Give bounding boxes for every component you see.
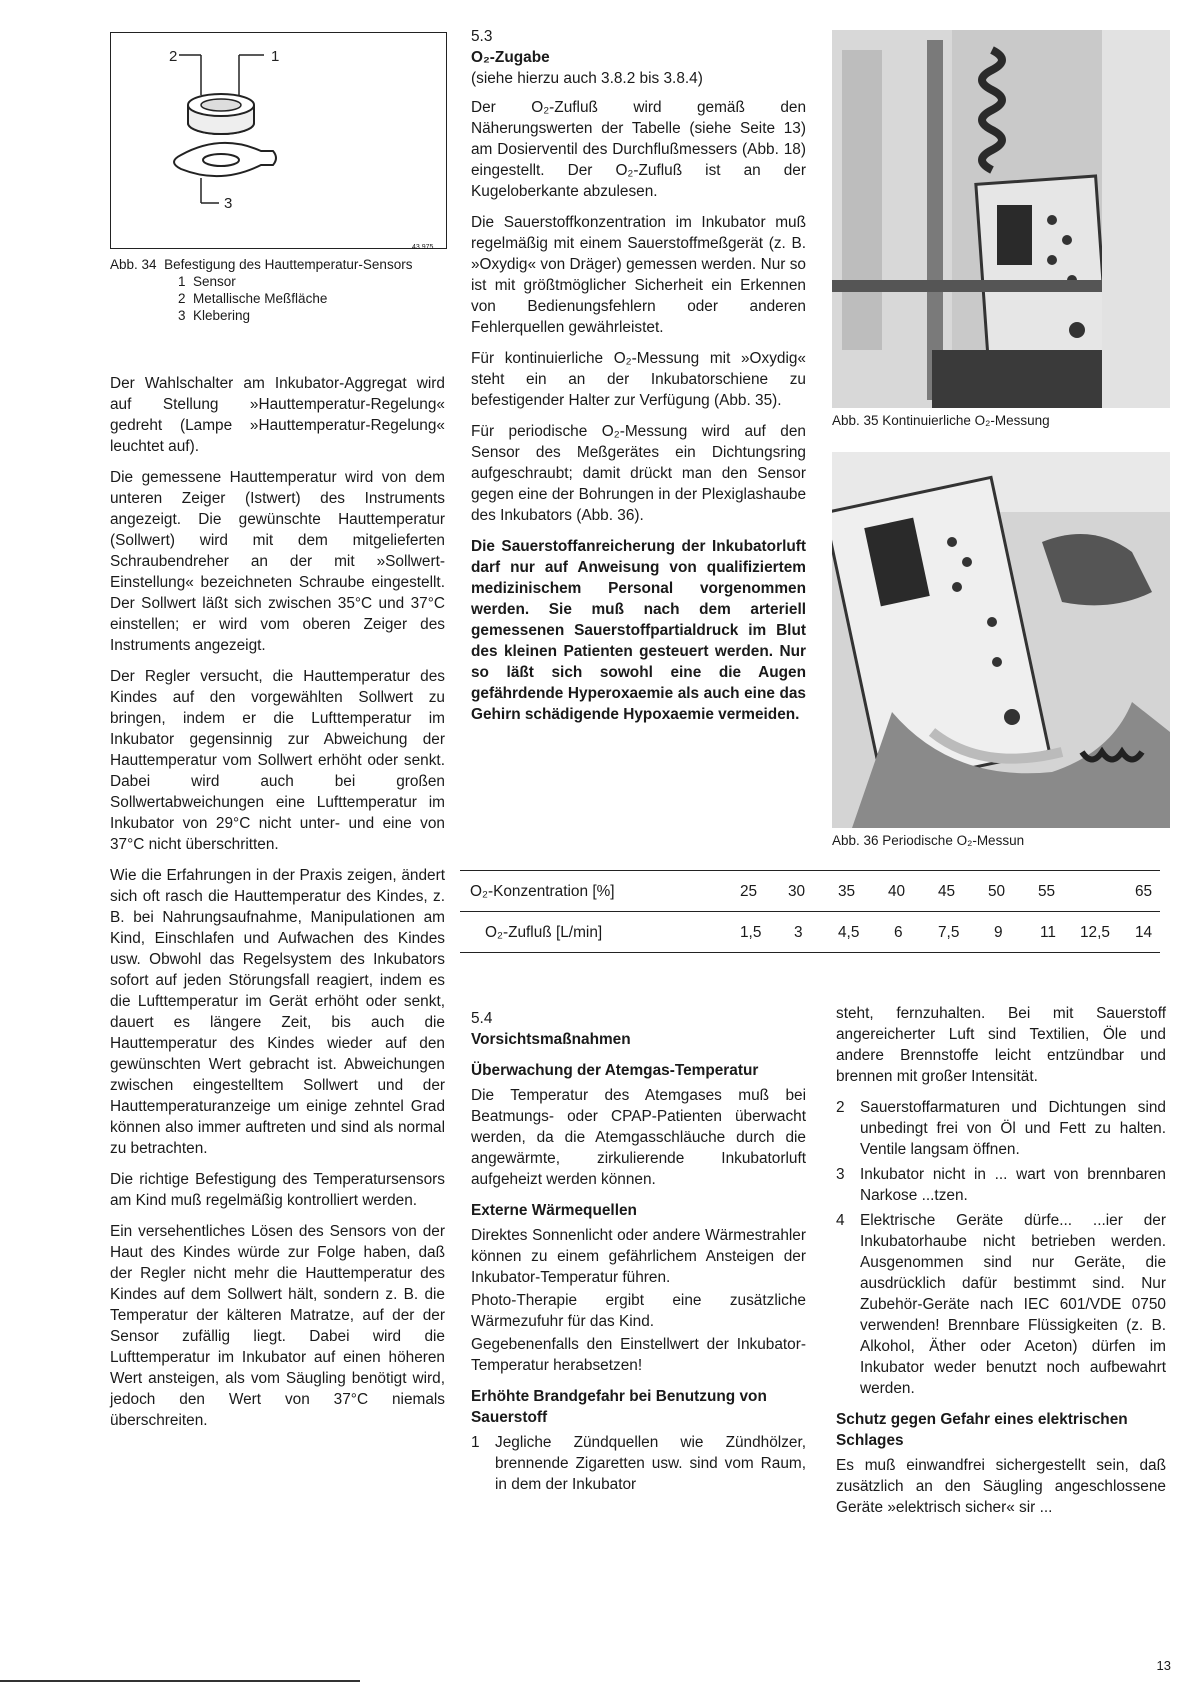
- list-item: 2 Sauerstoffarmaturen und Dichtungen sind unbedingt frei von Öl und Fett zu halten. Ventile langsam öffnen.: [836, 1099, 1166, 1158]
- caption-label: Abb. 34: [110, 257, 157, 272]
- table-cell: 45: [938, 883, 956, 900]
- figure-35-photo: [832, 30, 1170, 408]
- paragraph: Der O₂-Zufluß wird gemäß den Näherungswerten der Tabelle (siehe Seite 13) am Dosierventil des Durchflußmessers (Abb. 18) eingestellt. Der O₂-Zufluß ist an der Kugeloberkante abzulesen.: [471, 99, 806, 200]
- list-item: 1 Jegliche Zündquellen wie Zündhölzer, brennende Zigaretten usw. sind vom Raum, in dem der Inkubator: [471, 1434, 806, 1493]
- table-cell: 6: [894, 924, 903, 941]
- section-5-3: [471, 26, 806, 735]
- table-cell: 50: [988, 883, 1006, 900]
- numbered-list: [471, 1432, 806, 1495]
- legend-item: 1 Sensor: [178, 274, 236, 289]
- legend-item: 3 Klebering: [178, 308, 251, 323]
- paragraph: Die gemessene Hauttemperatur wird von dem unteren Zeiger (Istwert) des Instruments angezeigt. Die gewünschte Hauttemperatur (Sollwert) wird mit dem mitgelieferten Schraubendreher an der mit »Sollwert-Einstellung« bezeichneten Schraube eingestellt. Der Sollwert läßt sich zwischen 35°C und 37°C einstellen; er wird vom oberen Zeiger des Instruments angezeigt.: [110, 469, 445, 654]
- figure-34-caption: [110, 256, 440, 324]
- row-label: O₂-Zufluß [L/min]: [485, 924, 603, 941]
- subsection-title: Überwachung der Atemgas-Temperatur: [471, 1062, 759, 1079]
- table-cell: 14: [1135, 924, 1153, 941]
- callout-label-2: 2: [169, 48, 178, 65]
- list-item: 3 Inkubator nicht in ... wart von brennbaren Narkose ...tzen.: [836, 1166, 1166, 1204]
- table-cell: 40: [888, 883, 906, 900]
- numbered-list: [836, 1097, 1166, 1399]
- section-number: 5.4: [471, 1010, 493, 1027]
- footer-rule: [0, 1680, 360, 1682]
- paragraph: Es muß einwandfrei sichergestellt sein, daß zusätzlich an den Säugling angeschlossene Geräte »elektrisch sicher« sir ...: [836, 1457, 1166, 1516]
- table-cell: 4,5: [838, 924, 860, 941]
- table-cell: 3: [794, 924, 803, 941]
- table-cell: 7,5: [938, 924, 960, 941]
- sensor-diagram: [111, 33, 446, 248]
- o2-flow-table: [460, 870, 1160, 953]
- paragraph: Für kontinuierliche O₂-Messung mit »Oxydig« steht ein an der Inkubatorschiene zu befestigender Halter zur Verfügung (Abb. 35).: [471, 350, 806, 409]
- paragraph: Wie die Erfahrungen in der Praxis zeigen, ändert sich oft rasch die Hauttemperatur des Kindes, z. B. bei Nahrungsaufnahme, Manipulationen am Kind, Einschlafen und Aufwachen des Kindes usw. Obwohl das Regelsystem des Inkubators sofort auf jeden Störungsfall reagiert, indem es die Lufttemperatur im Gerät erhöht oder senkt, dauert es längere Zeit, bis auch die Hauttemperatur des Kindes wieder auf den gewünschten Wert gebracht ist. Abweichungen zwischen eingestelltem Sollwert und der Hauttemperaturanzeige um einige zehntel Grad können also immer auftreten und sind als normal zu betrachten.: [110, 867, 445, 1157]
- figure-36-caption: Abb. 36 Periodische O₂-Messun: [832, 833, 1025, 848]
- table-cell: 65: [1135, 883, 1153, 900]
- table-cell: 9: [994, 924, 1003, 941]
- paragraph: Photo-Therapie ergibt eine zusätzliche Wärmezufuhr für das Kind.: [471, 1292, 806, 1330]
- paragraph: steht, fernzuhalten. Bei mit Sauerstoff angereicherter Luft sind Textilien, Öle und andere Brennstoffe leicht entzündbar und brennen mit großer Intensität.: [836, 1005, 1166, 1085]
- caption-title: Befestigung des Hauttemperatur-Sensors: [164, 257, 413, 272]
- left-column: [110, 373, 445, 1441]
- table-cell: 12,5: [1080, 924, 1110, 941]
- page-number: 13: [1156, 1658, 1171, 1673]
- paragraph: Die Temperatur des Atemgases muß bei Beatmungs- oder CPAP-Patienten überwacht werden, da die Atemgasschläuche durch die angewärmte, zirkulierende Inkubatorluft aufgeheizt werden können.: [471, 1087, 806, 1188]
- section-subtitle: (siehe hierzu auch 3.8.2 bis 3.8.4): [471, 70, 703, 87]
- paragraph: Der Wahlschalter am Inkubator-Aggregat wird auf Stellung »Hauttemperatur-Regelung« gedreht (Lampe »Hauttemperatur-Regelung« leuchtet auf).: [110, 375, 445, 455]
- paragraph: Gegebenenfalls den Einstellwert der Inkubator-Temperatur herabsetzen!: [471, 1336, 806, 1374]
- table-cell: 35: [838, 883, 856, 900]
- table-row: [460, 912, 1160, 952]
- table-cell: 55: [1038, 883, 1056, 900]
- section-title: Vorsichtsmaßnahmen: [471, 1031, 631, 1048]
- warning-text: Die Sauerstoffanreicherung der Inkubatorluft darf nur auf Anweisung von qualifiziertem medizinischem Personal vorgenommen werden. Sie muß nach dem arteriell gemessenen Sauerstoffpartialdruck im Blut des kleinen Patienten gesteuert werden. Nur so läßt sich sowohl eine die Augen gefährdende Hyperoxaemie als auch eine das Gehirn schädigende Hypoxaemie vermeiden.: [471, 538, 806, 723]
- paragraph: Für periodische O₂-Messung wird auf den Sensor des Meßgerätes ein Dichtungsring aufgeschraubt; damit drückt man den Sensor gegen eine der Bohrungen in der Plexiglashaube des Inkubators (Abb. 36).: [471, 423, 806, 524]
- table-cell: 1,5: [740, 924, 762, 941]
- table-cell: 30: [788, 883, 806, 900]
- paragraph: Die Sauerstoffkonzentration im Inkubator muß regelmäßig mit einem Sauerstoffmeßgerät (z. B. »Oxydig« von Dräger) gemessen werden. Nur so ist mit größtmöglicher Sicherheit ein Erkennen von Bedienungsfehlern oder anderen Fehlerquellen gewährleistet.: [471, 214, 806, 336]
- figure-36-photo: [832, 452, 1170, 828]
- section-title: O₂-Zugabe: [471, 49, 550, 66]
- figure-34-diagram: [110, 32, 447, 249]
- section-number: 5.3: [471, 28, 493, 45]
- figure-35-caption: Abb. 35 Kontinuierliche O₂-Messung: [832, 413, 1050, 428]
- legend-item: 2 Metallische Meßfläche: [178, 291, 328, 306]
- table-row: [460, 871, 1160, 911]
- row-label: O₂-Konzentration [%]: [470, 883, 615, 900]
- list-item: 4 Elektrische Geräte dürfe... ...ier der Inkubatorhaube nicht betrieben werden. Ausgenommen sind nur Geräte, die ausdrücklich dafür bestimmt sind. Nur Zubehör-Geräte nach IEC 601/VDE 0750 verwenden! Brennbare Flüssigkeiten (z. B. Alkohol, Äther oder Aceton) dürfen im Inkubator weder benutzt noch aufbewahrt werden.: [836, 1212, 1166, 1397]
- table-cell: 25: [740, 883, 758, 900]
- subsection-title: Erhöhte Brandgefahr bei Benutzung von Sauerstoff: [471, 1388, 767, 1426]
- paragraph: Ein versehentliches Lösen des Sensors von der Haut des Kindes würde zur Folge haben, daß der Regler nicht mehr die Hauttemperatur des Kindes auf dem Sollwert hält, sondern z. B. die Temperatur der kälteren Matratze, auf der der Sensor zufällig liegt. Dabei wird die Lufttemperatur im Inkubator auf einen höheren Wert ansteigen, als vom Säugling benötigt wird, jedoch den Wert von 37°C niemals überschreiten.: [110, 1223, 445, 1429]
- subsection-title: Externe Wärmequellen: [471, 1202, 637, 1219]
- callout-label-3: 3: [224, 195, 233, 212]
- section-5-4: [471, 1008, 806, 1503]
- right-bottom-column: [836, 1003, 1166, 1528]
- paragraph: Die richtige Befestigung des Temperatursensors am Kind muß regelmäßig kontrolliert werden.: [110, 1171, 445, 1209]
- figure-34-code: 43 975: [412, 244, 434, 251]
- subsection-title: Schutz gegen Gefahr eines elektrischen Schlages: [836, 1411, 1128, 1449]
- paragraph: Direktes Sonnenlicht oder andere Wärmestrahler können zu einem gefährlichem Ansteigen der Inkubator-Temperatur führen.: [471, 1227, 806, 1286]
- paragraph: Der Regler versucht, die Hauttemperatur des Kindes auf den vorgewählten Sollwert zu bringen, indem er die Lufttemperatur im Inkubator gegensinnig zur Abweichung der Hauttemperatur vom Sollwert erhöht oder senkt. Dabei wird auch bei großen Sollwertabweichungen eine Lufttemperatur im Inkubator von 29°C nicht unter- und eine von 37°C nicht überschritten.: [110, 668, 445, 853]
- callout-label-1: 1: [271, 48, 280, 65]
- table-cell: 11: [1040, 924, 1056, 941]
